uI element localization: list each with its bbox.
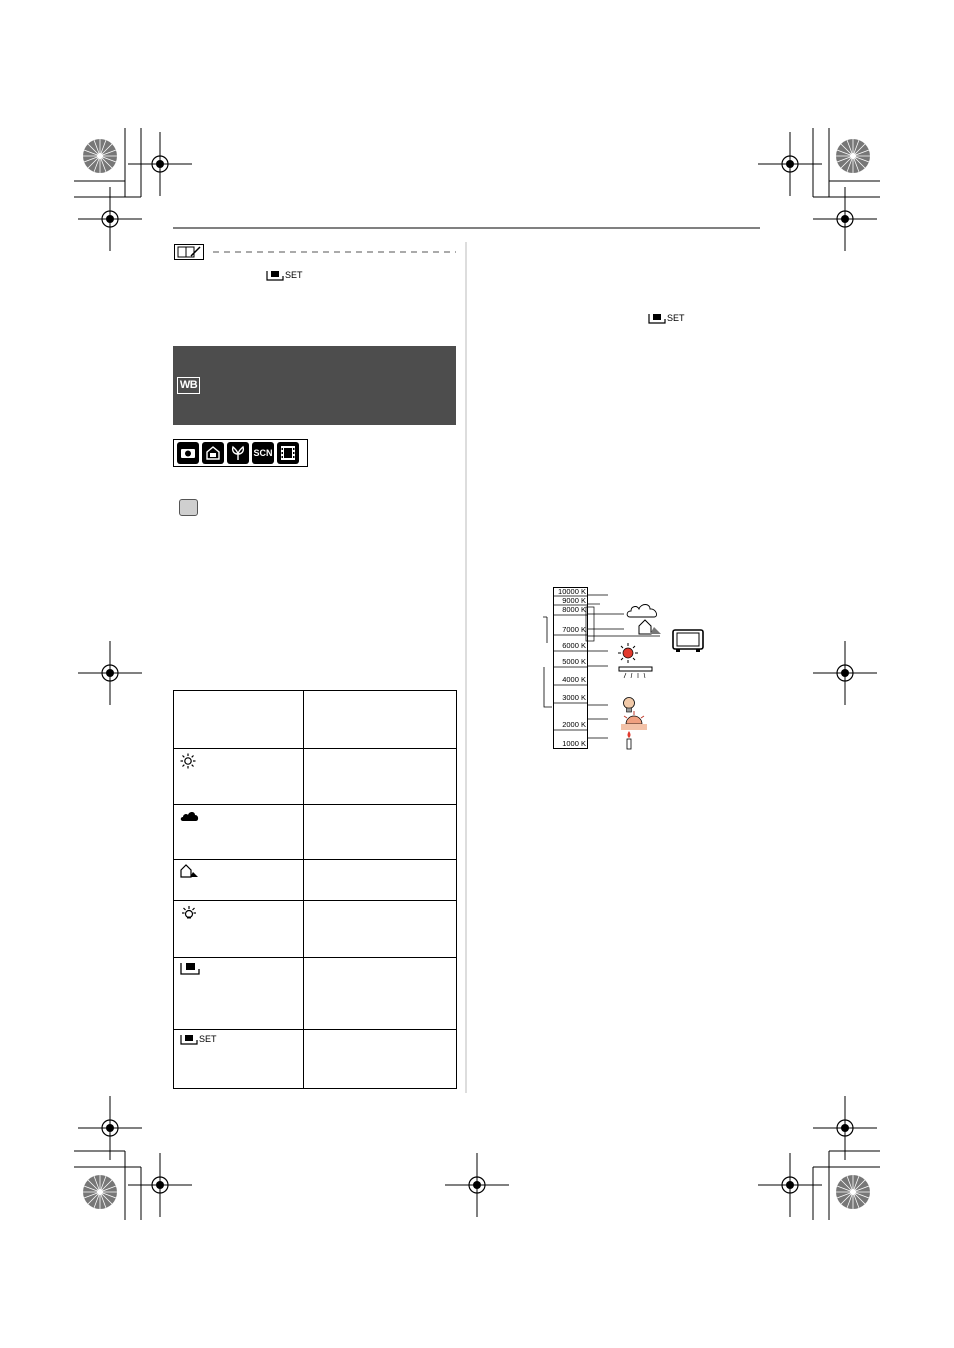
- motion-picture-mode-icon: [277, 442, 299, 464]
- note-icon: [174, 244, 204, 260]
- macro-mode-icon: [227, 442, 249, 464]
- simple-mode-icon: [202, 442, 224, 464]
- menu-button-icon: [179, 499, 198, 516]
- table-row: [174, 1030, 457, 1089]
- candle-icon: [623, 730, 635, 750]
- ct-label-4000: 4000 K: [562, 675, 586, 684]
- table-header-row: [174, 691, 457, 749]
- sun-icon: [180, 753, 297, 769]
- table-header-cell: [174, 691, 304, 749]
- ct-label-1000: 1000 K: [562, 739, 586, 748]
- ct-label-8000: 8000 K: [562, 605, 586, 614]
- white-balance-icon: WB: [177, 377, 200, 394]
- ct-label-2000: 2000 K: [562, 720, 586, 729]
- white-set-icon: [266, 268, 303, 286]
- ct-label-10000: 10000 K: [558, 587, 586, 596]
- camera-mode-icon: [177, 442, 199, 464]
- ct-label-9000: 9000 K: [562, 596, 586, 605]
- shade-icon: [637, 618, 663, 636]
- sunset-icon: [619, 710, 649, 732]
- table-row: [174, 805, 457, 860]
- set-label: SET: [199, 1034, 217, 1044]
- ct-label-5000: 5000 K: [562, 657, 586, 666]
- color-temperature-chart: [530, 585, 730, 755]
- table-row: [174, 860, 457, 901]
- table-row: [174, 749, 457, 805]
- available-modes-strip: [173, 439, 308, 467]
- white-set-icon: [180, 962, 297, 975]
- white-set-icon: [180, 1034, 217, 1045]
- tv-icon: [672, 629, 706, 653]
- scene-mode-icon: SCN: [252, 442, 274, 464]
- white-balance-table: [173, 690, 457, 1089]
- set-label: SET: [667, 313, 685, 323]
- table-row: [174, 958, 457, 1030]
- cloud-icon: [180, 809, 297, 823]
- shade-icon: [180, 864, 297, 878]
- set-label: SET: [285, 270, 303, 280]
- halogen-icon: [180, 905, 297, 921]
- menu-header-panel: [173, 346, 456, 425]
- fluorescent-icon: [618, 666, 654, 680]
- sun-icon: [617, 642, 639, 664]
- ct-label-6000: 6000 K: [562, 641, 586, 650]
- cloud-icon: [626, 601, 662, 619]
- ct-label-7000: 7000 K: [562, 625, 586, 634]
- white-set-icon: [648, 311, 685, 329]
- table-header-cell: [304, 691, 457, 749]
- ct-label-3000: 3000 K: [562, 693, 586, 702]
- table-row: [174, 901, 457, 958]
